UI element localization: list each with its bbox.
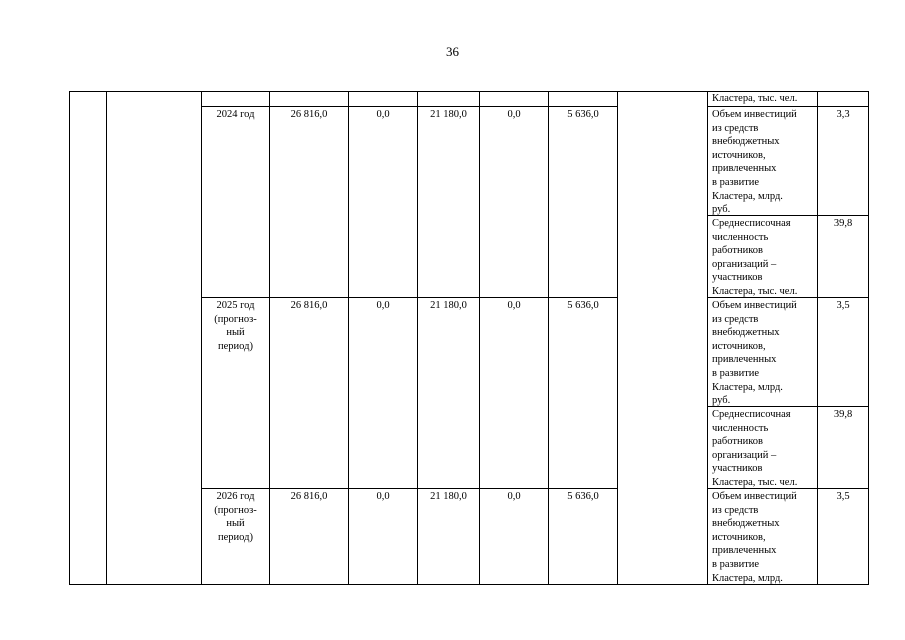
indicator-name: Кластера, тыс. чел. [712,93,798,104]
row-divider [201,106,617,107]
column-divider [817,91,818,585]
period-cell: 2024 год [216,109,255,120]
column-divider [417,91,418,585]
federal-cell: 0,0 [376,109,390,120]
row-divider [201,488,617,489]
total-cell: 26 816,0 [290,300,328,311]
table-border-left [69,91,70,585]
indicator-value: 3,5 [836,491,850,502]
indicator-name: Объем инвестиций из средств внебюджетных источников, привлеченных в развитие Кластера, млрд. [712,491,797,584]
column-divider [106,91,107,585]
extra-budget-cell: 5 636,0 [567,300,599,311]
local-cell: 0,0 [507,109,521,120]
column-divider [479,91,480,585]
column-divider [617,91,618,585]
federal-cell: 0,0 [376,491,390,502]
indicator-value: 39,8 [833,218,853,229]
column-divider [548,91,549,585]
period-cell: 2025 год (прогноз- ный период) [214,300,257,352]
local-cell: 0,0 [507,300,521,311]
local-cell: 0,0 [507,491,521,502]
indicator-value: 3,3 [836,109,850,120]
total-cell: 26 816,0 [290,491,328,502]
indicator-name: Среднесписочная численность работников организаций – участников Кластера, тыс. чел. [712,409,798,488]
column-divider [707,91,708,585]
regional-cell: 21 180,0 [430,109,467,120]
table-border-right [868,91,869,585]
row-divider [201,297,617,298]
indicator-name: Объем инвестиций из средств внебюджетных источников, привлеченных в развитие Кластера, млрд. руб. [712,109,797,216]
row-divider [707,106,869,107]
column-divider [269,91,270,585]
total-cell: 26 816,0 [290,109,328,120]
indicator-value: 3,5 [836,300,850,311]
column-divider [348,91,349,585]
indicator-name: Среднесписочная численность работников организаций – участников Кластера, тыс. чел. [712,218,798,297]
extra-budget-cell: 5 636,0 [567,109,599,120]
regional-cell: 21 180,0 [430,491,467,502]
federal-cell: 0,0 [376,300,390,311]
indicator-name: Объем инвестиций из средств внебюджетных источников, привлеченных в развитие Кластера, млрд. руб. [712,300,797,407]
extra-budget-cell: 5 636,0 [567,491,599,502]
page-number: 36 [446,44,459,59]
regional-cell: 21 180,0 [430,300,467,311]
period-cell: 2026 год (прогноз- ный период) [214,491,257,543]
indicator-value: 39,8 [833,409,853,420]
